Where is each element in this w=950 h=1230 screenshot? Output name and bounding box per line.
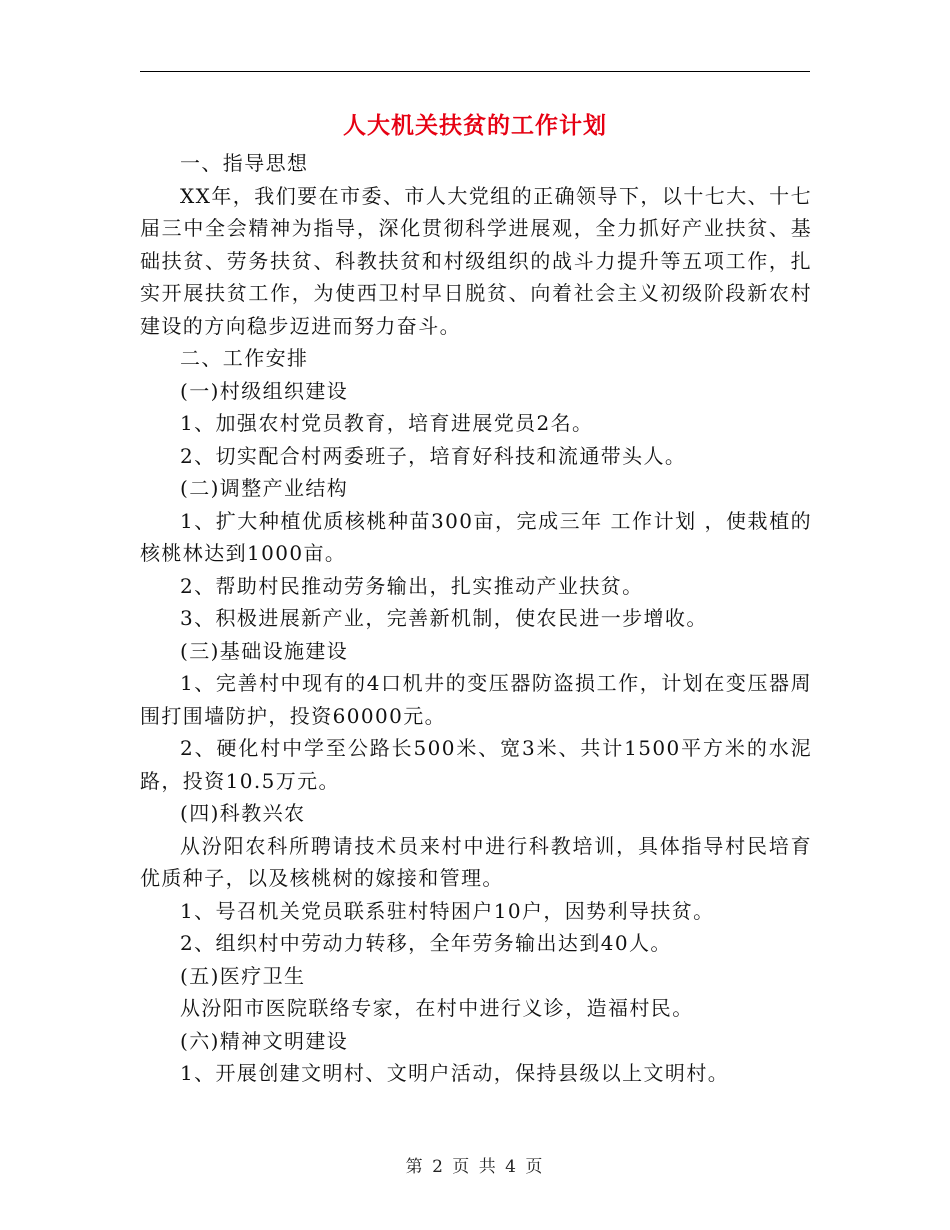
document-title: 人大机关扶贫的工作计划	[343, 112, 607, 139]
paragraph: 2、帮助村民推动劳务输出，扎实推动产业扶贫。	[180, 573, 644, 598]
paragraph: (六)精神文明建设	[180, 1028, 349, 1053]
paragraph: (五)医疗卫生	[180, 963, 306, 988]
paragraph: 2、硬化村中学至公路长500米、宽3米、共计1500平方米的水泥路，投资10.5万元。	[140, 736, 812, 793]
paragraph: (一)村级组织建设	[180, 378, 349, 403]
paragraph: 1、扩大种植优质核桃种苗300亩，完成三年 工作计划 ，使栽植的核桃林达到1000亩。	[140, 508, 812, 565]
paragraph: 从汾阳农科所聘请技术员来村中进行科教培训，具体指导村民培育优质种子，以及核桃树的嫁接和管理。	[140, 833, 812, 890]
paragraph: 1、完善村中现有的4口机井的变压器防盗损工作，计划在变压器周围打围墙防护，投资60000元。	[140, 671, 812, 728]
paragraph: 1、加强农村党员教育，培育进展党员2名。	[180, 411, 594, 435]
document-body	[140, 147, 812, 1090]
paragraph: XX年，我们要在市委、市人大党组的正确领导下，以十七大、十七届三中全会精神为指导，深化贯彻科学进展观，全力抓好产业扶贫、基础扶贫、劳务扶贫、科教扶贫和村级组织的战斗力提升等五项工作，扎实开展扶贫工作，为使西卫村早日脱贫、向着社会主义初级阶段新农村建设的方向稳步迈进而努力奋斗。	[140, 183, 812, 338]
paragraph: 3、积极进展新产业，完善新机制，使农民进一步增收。	[180, 606, 708, 630]
paragraph: (三)基础设施建设	[180, 638, 349, 663]
paragraph: 1、号召机关党员联系驻村特困户10户，因势利导扶贫。	[180, 898, 715, 923]
paragraph: (二)调整产业结构	[180, 476, 349, 500]
header-rule	[140, 71, 810, 72]
page-number-footer: 第 2 页 共 4 页	[405, 1157, 545, 1177]
paragraph: 2、切实配合村两委班子，培育好科技和流通带头人。	[180, 443, 687, 468]
paragraph: 一、指导思想	[180, 151, 309, 175]
paragraph: 1、开展创建文明村、文明户活动，保持县级以上文明村。	[180, 1061, 730, 1085]
paragraph: (四)科教兴农	[180, 801, 306, 825]
paragraph: 二、工作安排	[180, 346, 309, 370]
paragraph: 从汾阳市医院联络专家，在村中进行义诊，造福村民。	[180, 996, 694, 1020]
paragraph: 2、组织村中劳动力转移，全年劳务输出达到40人。	[180, 931, 672, 955]
